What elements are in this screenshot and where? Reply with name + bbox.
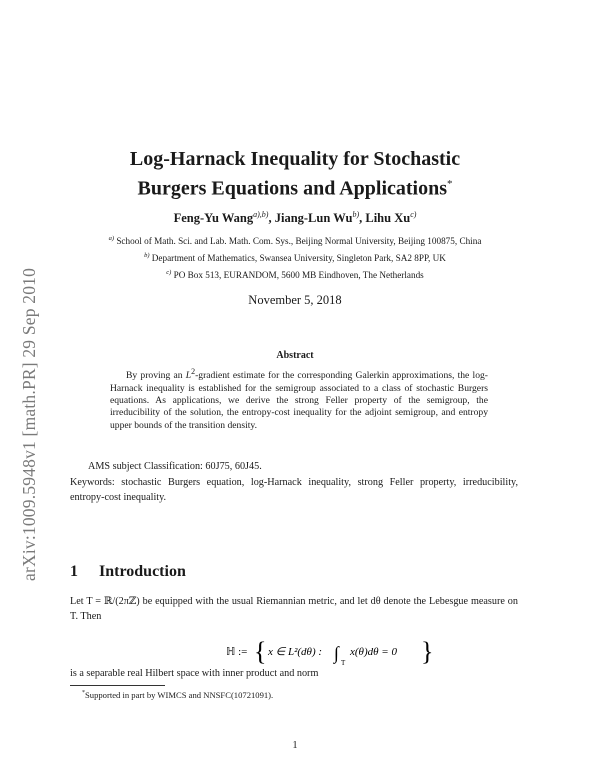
section-heading — [70, 563, 186, 581]
section-number: 1 — [70, 563, 78, 580]
title-line-1: Log-Harnack Inequality for Stochastic — [129, 148, 461, 170]
eq-set-condition: x ∈ L²(dθ) : — [268, 646, 323, 658]
author-affil-mark: b) — [352, 210, 360, 219]
affiliation-line: $^{c)}$ PO Box 513, EURANDOM, 5600 MB Eindhoven, The Netherlands — [166, 269, 424, 281]
title-line-2: Burgers Equations and Applications* — [137, 177, 453, 200]
keywords: Keywords: stochastic Burgers equation, log-Harnack inequality, strong Feller property, irreducibility, entropy-cost inequality. — [70, 477, 518, 503]
abstract-heading: Abstract — [276, 350, 314, 361]
equation-svg — [70, 638, 518, 670]
post-equation-text: is a separable real Hilbert space with inner product and norm — [70, 668, 319, 679]
affil-mark: a) — [108, 235, 115, 242]
display-equation — [70, 638, 518, 668]
eq-lhs: ℍ := — [226, 646, 248, 658]
eq-integral-sign: ∫ — [334, 643, 339, 663]
page-number: 1 — [292, 740, 298, 751]
arxiv-stamp: arXiv:1009.5948v1 [math.PR] 29 Sep 2010 — [19, 267, 39, 581]
author-name: Jiang-Lun Wu — [274, 211, 353, 226]
affil-mark: c) — [166, 269, 172, 276]
author-affil-mark: c) — [410, 210, 417, 219]
author-affil-mark: a),b) — [253, 210, 269, 219]
title-footnote-mark: * — [447, 178, 453, 190]
ams-classification: AMS subject Classification: 60J75, 60J45. — [88, 461, 262, 472]
author-name: Lihu Xu — [365, 211, 411, 226]
author-name: Feng-Yu Wang — [173, 211, 254, 226]
eq-integrand: x(θ)dθ = 0 — [350, 646, 397, 658]
paper-date: November 5, 2018 — [248, 293, 342, 307]
eq-integral-subscript: T — [341, 659, 346, 667]
paper-title — [60, 147, 530, 202]
affiliation-line: $^{a)}$ School of Math. Sci. and Lab. Math. Com. Sys., Beijing Normal University, Beijing 100875, China — [108, 235, 482, 247]
affiliation-line: $^{b)}$ Department of Mathematics, Swansea University, Singleton Park, SA2 8PP, UK — [144, 252, 446, 264]
author-list: Feng-Yu Wang$^{a),b)}$, Jiang-Lun Wu$^{b)}$, Lihu Xu$^{c)}$ — [173, 210, 417, 226]
section-title: Introduction — [99, 563, 186, 580]
footnote-rule — [70, 685, 165, 686]
abstract-body: By proving an $L^2$-gradient estimate for the corresponding Galerkin approximations, the log-Harnack inequality is established for the semigroup associated to a class of stochastic Burgers equations. As applications, we derive the strong Feller property of the semigroup, the irreducibility of the solution, the entropy-cost inequality for the adjoint semigroup, and entropy upper bounds of the transition density. — [110, 367, 488, 431]
eq-left-brace: { — [254, 637, 267, 666]
affil-mark: b) — [144, 252, 150, 259]
footnote: *Supported in part by WIMCS and NNSFC(10721091). — [82, 690, 274, 700]
intro-paragraph: Let T = ℝ/(2πℤ) be equipped with the usual Riemannian metric, and let dθ denote the Lebesgue measure on T. Then — [70, 596, 518, 622]
eq-right-brace: } — [421, 637, 434, 666]
